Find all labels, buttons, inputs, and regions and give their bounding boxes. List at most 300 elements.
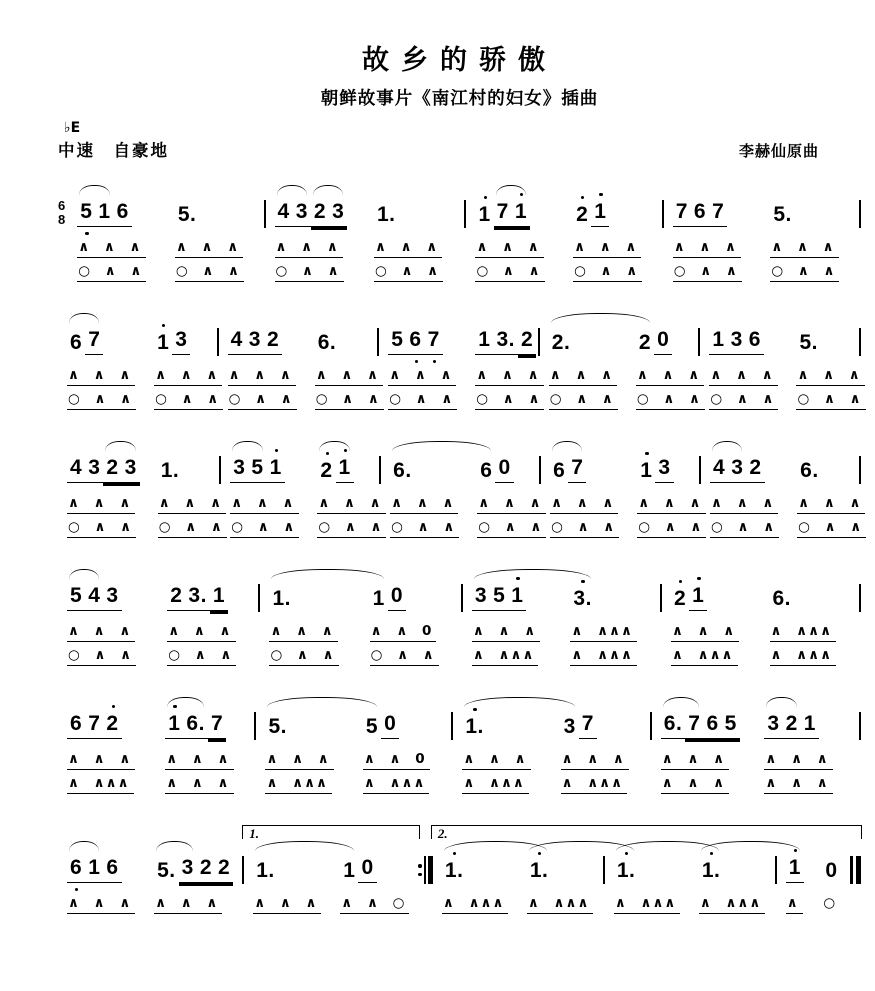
notes-row bbox=[340, 853, 376, 883]
time-sig-numerator: 6 bbox=[58, 198, 66, 213]
note: 1 bbox=[508, 584, 526, 611]
accompaniment-row-2 bbox=[67, 518, 136, 536]
notes-row bbox=[673, 197, 728, 227]
beat-group bbox=[379, 325, 466, 408]
accompaniment-row-1 bbox=[154, 894, 222, 912]
note: 2 bbox=[518, 328, 536, 355]
note: 3 bbox=[563, 715, 576, 738]
accompaniment-pattern: ∧ ∧∧∧ bbox=[770, 648, 837, 666]
notes-row bbox=[265, 709, 290, 739]
accompaniment-pattern: ○ ∧ ∧ bbox=[317, 520, 386, 538]
page-subtitle: 朝鲜故事片《南江村的妇女》插曲 bbox=[320, 88, 599, 108]
accompaniment-pattern: ○ ∧ ∧ bbox=[269, 648, 338, 666]
notes-row bbox=[770, 197, 795, 227]
thick-bar bbox=[856, 856, 861, 884]
beat-group bbox=[433, 853, 518, 912]
barline bbox=[859, 584, 861, 612]
note: 7 bbox=[208, 712, 226, 739]
beat-group bbox=[761, 581, 860, 664]
slur-tie-arc bbox=[232, 441, 262, 451]
note: 1 bbox=[343, 859, 356, 882]
beat-group bbox=[541, 453, 628, 536]
accompaniment-row-1 bbox=[709, 366, 777, 384]
beat-group bbox=[58, 453, 149, 536]
accompaniment-pattern: ∧ ∧ ∧ bbox=[636, 368, 704, 386]
beat-group bbox=[260, 581, 360, 664]
accompaniment-row-2 bbox=[363, 774, 430, 792]
accompaniment-pattern: ∧ ∧ ∧ bbox=[709, 368, 777, 386]
notes-row bbox=[671, 581, 707, 611]
accompaniment-row-2 bbox=[275, 262, 344, 280]
accompaniment-pattern: ∧ ∧ ∧ bbox=[317, 496, 385, 514]
note: 1. bbox=[614, 859, 639, 883]
note: 2 bbox=[638, 331, 652, 354]
note: 7 bbox=[709, 200, 727, 227]
beat-group bbox=[552, 709, 650, 792]
note: 7 bbox=[673, 200, 691, 227]
beat-group bbox=[145, 853, 242, 912]
accompaniment-row-1 bbox=[573, 238, 641, 256]
beat-group bbox=[58, 853, 145, 912]
note: 1. bbox=[442, 859, 467, 883]
measure bbox=[664, 197, 859, 280]
notes-row bbox=[475, 197, 530, 227]
accompaniment-row-2 bbox=[370, 646, 439, 664]
accompaniment-pattern: ∧ ∧ ○ bbox=[340, 896, 409, 914]
accompaniment-row-2 bbox=[637, 518, 706, 536]
note: 2 bbox=[311, 200, 329, 227]
notes-row bbox=[472, 581, 527, 611]
notes-row bbox=[661, 709, 740, 739]
note: 3. bbox=[493, 328, 518, 355]
note: 0 bbox=[381, 712, 399, 739]
accompaniment-row-1 bbox=[340, 894, 409, 912]
note: 2. bbox=[551, 331, 571, 354]
accompaniment-pattern: ∧ ∧∧∧ bbox=[614, 896, 681, 914]
note: 5 bbox=[77, 200, 95, 227]
accompaniment-pattern: ○ bbox=[823, 895, 837, 911]
accompaniment-row-2 bbox=[230, 518, 299, 536]
accompaniment-pattern: ∧ ∧ ∧ bbox=[269, 624, 337, 642]
slur-tie-arc bbox=[69, 569, 99, 579]
accompaniment-pattern: ∧ ∧ ∧ bbox=[315, 368, 383, 386]
notes-row bbox=[550, 453, 586, 483]
accompaniment-pattern: ○ ∧ ∧ bbox=[550, 520, 619, 538]
notes-row bbox=[570, 581, 595, 611]
measure bbox=[541, 453, 703, 536]
slur-tie-arc bbox=[766, 697, 796, 707]
accompaniment-row-1 bbox=[253, 894, 321, 912]
measure bbox=[58, 709, 254, 792]
accompaniment-pattern: ∧ ∧ ∧ bbox=[175, 240, 243, 258]
note: 1 bbox=[336, 456, 354, 483]
measure bbox=[221, 453, 383, 536]
note: 7 bbox=[568, 456, 586, 483]
accompaniment-row-1 bbox=[770, 622, 837, 640]
accompaniment-row-2 bbox=[661, 774, 729, 792]
notes-row bbox=[154, 853, 233, 883]
accompaniment-row-1 bbox=[167, 622, 235, 640]
accompaniment-pattern: ∧ ∧∧∧ bbox=[570, 624, 637, 642]
accompaniment-pattern: ∧ ∧∧∧ bbox=[472, 648, 539, 666]
note: 3 bbox=[103, 584, 121, 611]
note: 1. bbox=[160, 459, 180, 482]
notes-row bbox=[67, 581, 122, 611]
beat-group bbox=[68, 197, 166, 280]
beat-group bbox=[219, 325, 306, 408]
key-signature: ♭E bbox=[64, 120, 81, 136]
note: 1 bbox=[637, 459, 655, 483]
note: 0 bbox=[654, 328, 672, 355]
accompaniment-pattern: ∧ ∧ ∧ bbox=[154, 896, 222, 914]
accompaniment-pattern: ∧ ∧∧∧ bbox=[699, 896, 766, 914]
slur-tie-arc bbox=[167, 697, 204, 707]
note: 1 bbox=[512, 200, 530, 227]
accompaniment-pattern: ∧ ∧ ∧ bbox=[637, 496, 705, 514]
beat-group bbox=[58, 325, 145, 408]
note: 0 bbox=[825, 859, 838, 882]
measure bbox=[381, 453, 543, 536]
accompaniment-pattern: ∧ ∧∧∧ bbox=[671, 648, 738, 666]
accompaniment-pattern: ○ ∧ ∧ bbox=[67, 648, 136, 666]
note: 1 bbox=[210, 584, 228, 611]
barline bbox=[859, 200, 861, 228]
note: 6 bbox=[114, 200, 132, 227]
note: 1 bbox=[475, 203, 493, 227]
accompaniment-pattern: ∧ ∧ ∧ bbox=[167, 624, 235, 642]
notes-row bbox=[764, 709, 819, 739]
measure bbox=[260, 581, 460, 664]
beat-group bbox=[813, 853, 850, 912]
beat-group bbox=[381, 453, 468, 536]
accompaniment-row-1 bbox=[561, 750, 629, 768]
accompaniment-row-1 bbox=[67, 750, 135, 768]
notes-row bbox=[462, 709, 487, 739]
notes-row bbox=[561, 709, 597, 739]
notes-row bbox=[573, 197, 609, 227]
note: 7 bbox=[85, 712, 103, 739]
note: 1 bbox=[267, 456, 285, 483]
composer-credit: 李赫仙原曲 bbox=[738, 143, 819, 160]
accompaniment-row-1 bbox=[549, 366, 617, 384]
notes-row bbox=[253, 853, 278, 883]
score-meta bbox=[58, 120, 861, 161]
accompaniment-row-2 bbox=[165, 774, 233, 792]
note: 1. bbox=[272, 587, 291, 610]
note: 2 bbox=[264, 328, 282, 355]
tempo-marking: 中速 自豪地 bbox=[58, 142, 169, 160]
barline bbox=[859, 712, 861, 740]
time-sig-denominator: 8 bbox=[58, 211, 66, 227]
accompaniment-pattern: ∧ ∧ ∧ bbox=[472, 624, 540, 642]
accompaniment-pattern: ∧ ∧ 0 bbox=[363, 752, 430, 770]
accompaniment-pattern: ∧ ∧ ∧ bbox=[770, 240, 838, 258]
accompaniment-row-1 bbox=[67, 366, 135, 384]
note: 1 bbox=[154, 331, 172, 355]
accompaniment-row-1 bbox=[786, 894, 803, 912]
note: 7 bbox=[494, 200, 512, 227]
notes-row bbox=[67, 453, 140, 483]
beat-group bbox=[365, 197, 464, 280]
notes-row bbox=[67, 709, 122, 739]
note: 6 bbox=[70, 331, 83, 354]
note: 4 bbox=[710, 456, 728, 483]
note: 6. bbox=[661, 712, 686, 739]
beat-group bbox=[561, 581, 660, 664]
notes-row bbox=[67, 853, 122, 883]
accompaniment-pattern: ∧ ∧ ∧ bbox=[67, 752, 135, 770]
accompaniment-pattern: ∧ ∧∧∧ bbox=[265, 776, 332, 794]
notes-row bbox=[822, 853, 840, 883]
note: 6 bbox=[67, 856, 85, 883]
accompaniment-pattern: ∧ ∧ ∧ bbox=[67, 496, 135, 514]
slur-tie-arc bbox=[552, 441, 582, 451]
beat-group bbox=[664, 197, 762, 280]
accompaniment-pattern: ∧ ∧∧∧ bbox=[442, 896, 509, 914]
accompaniment-row-2 bbox=[388, 390, 457, 408]
accompaniment-pattern: ○ ∧ ∧ bbox=[388, 392, 457, 410]
accompaniment-row-1 bbox=[770, 238, 838, 256]
accompaniment-row-2 bbox=[154, 390, 223, 408]
slur-tie-arc bbox=[277, 185, 307, 195]
beat-group bbox=[256, 709, 353, 792]
accompaniment-row-1 bbox=[269, 622, 337, 640]
accompaniment-pattern: ○ ∧ ∧ bbox=[374, 264, 443, 282]
beat-group bbox=[453, 709, 551, 792]
notes-row bbox=[796, 325, 821, 355]
beat-group bbox=[700, 325, 787, 408]
repeat-end-barline bbox=[418, 856, 433, 884]
accompaniment-row-2 bbox=[636, 390, 705, 408]
slur-tie-arc bbox=[712, 441, 742, 451]
accompaniment-row-1 bbox=[175, 238, 243, 256]
accompaniment-pattern: ○ ∧ ∧ bbox=[797, 520, 866, 538]
notes-row bbox=[710, 453, 765, 483]
beat-group bbox=[540, 325, 627, 408]
note: 2 bbox=[317, 459, 335, 483]
note: 0 bbox=[358, 856, 376, 883]
notes-row bbox=[475, 325, 536, 355]
score bbox=[58, 177, 861, 912]
barline bbox=[859, 456, 861, 484]
note: 3. bbox=[570, 587, 595, 611]
note: 3 bbox=[122, 456, 140, 483]
accompaniment-row-2 bbox=[472, 646, 539, 664]
notes-row bbox=[699, 853, 724, 883]
note: 4 bbox=[228, 328, 246, 355]
note: 3 bbox=[764, 712, 782, 739]
accompaniment-row-2 bbox=[561, 774, 628, 792]
note: 6 bbox=[480, 459, 493, 482]
repeat-dot bbox=[418, 864, 422, 868]
notes-row bbox=[390, 453, 415, 483]
note: 4 bbox=[67, 456, 85, 483]
accompaniment-pattern: ∧ ∧ ∧ bbox=[661, 776, 729, 794]
accompaniment-row-1 bbox=[317, 494, 385, 512]
notes-row bbox=[477, 453, 513, 483]
accompaniment-pattern: ○ ∧ ∧ bbox=[573, 264, 642, 282]
note: 2 bbox=[197, 856, 215, 883]
note: 6 bbox=[553, 459, 566, 482]
note: 3 bbox=[230, 456, 248, 483]
accompaniment-row-2 bbox=[573, 262, 642, 280]
slur-tie-arc bbox=[69, 841, 99, 851]
accompaniment-row-1 bbox=[67, 494, 135, 512]
accompaniment-pattern: ∧ ∧ ∧ bbox=[388, 368, 456, 386]
accompaniment-pattern: ∧ ∧ ∧ bbox=[158, 496, 226, 514]
note: 2 bbox=[746, 456, 764, 483]
accompaniment-row-1 bbox=[154, 366, 222, 384]
note: 6 bbox=[691, 200, 709, 227]
measure bbox=[701, 453, 863, 536]
beat-group bbox=[787, 325, 874, 408]
beat-group bbox=[755, 709, 859, 792]
note: 7 bbox=[579, 712, 597, 739]
accompaniment-row-2 bbox=[770, 646, 837, 664]
accompaniment-row-1 bbox=[230, 494, 298, 512]
beat-group bbox=[466, 197, 564, 280]
measure bbox=[58, 453, 223, 536]
notes-row bbox=[636, 325, 672, 355]
beat-group bbox=[518, 853, 603, 912]
measure bbox=[58, 581, 258, 664]
slur-tie-arc bbox=[663, 697, 700, 707]
slur-tie-arc bbox=[496, 185, 526, 195]
slur-tie-arc bbox=[392, 441, 491, 451]
accompaniment-pattern: ○ ∧ ∧ bbox=[770, 264, 839, 282]
note: 6 bbox=[703, 712, 721, 739]
note: 1 bbox=[95, 200, 113, 227]
accompaniment-pattern: ○ ∧ ∧ bbox=[709, 392, 778, 410]
accompaniment-pattern: ∧ ∧ 0 bbox=[370, 624, 437, 642]
accompaniment-row-1 bbox=[265, 750, 333, 768]
beat-group bbox=[564, 197, 662, 280]
accompaniment-row-1 bbox=[275, 238, 343, 256]
measure bbox=[219, 325, 378, 408]
accompaniment-row-2 bbox=[764, 774, 832, 792]
accompaniment-row-1 bbox=[797, 494, 865, 512]
thin-bar bbox=[424, 856, 426, 884]
accompaniment-pattern: ∧ ∧ ∧ bbox=[265, 752, 333, 770]
accompaniment-pattern: ∧ ∧ ∧ bbox=[462, 752, 530, 770]
note: 6. bbox=[393, 459, 412, 482]
accompaniment-row-2 bbox=[796, 390, 865, 408]
note: 2 bbox=[671, 587, 689, 611]
note: 6. bbox=[317, 331, 337, 354]
note: 3 bbox=[728, 456, 746, 483]
accompaniment-pattern: ○ ∧ ∧ bbox=[475, 264, 544, 282]
note: 5 bbox=[722, 712, 740, 739]
beat-group bbox=[58, 709, 156, 792]
note: 4 bbox=[85, 584, 103, 611]
accompaniment-pattern: ○ ∧ ∧ bbox=[230, 520, 299, 538]
slur-tie-arc bbox=[69, 313, 99, 323]
notes-row bbox=[228, 325, 283, 355]
note: 6. bbox=[800, 459, 819, 482]
accompaniment-pattern: ∧ ∧ ∧ bbox=[671, 624, 739, 642]
note: 3 bbox=[329, 200, 347, 227]
notes-row bbox=[363, 709, 399, 739]
note: 5. bbox=[157, 859, 176, 882]
notes-row bbox=[175, 197, 200, 227]
note: 5 bbox=[388, 328, 406, 355]
score-line bbox=[58, 561, 861, 664]
accompaniment-row-2 bbox=[673, 262, 742, 280]
accompaniment-pattern: ∧ ∧ ∧ bbox=[764, 776, 832, 794]
accompaniment-pattern: ○ ∧ ∧ bbox=[673, 264, 742, 282]
slur-tie-arc bbox=[464, 697, 574, 707]
note: 5. bbox=[773, 203, 792, 226]
accompaniment-pattern: ∧ ∧ ∧ bbox=[374, 240, 442, 258]
score-line bbox=[58, 305, 861, 408]
beat-group bbox=[777, 853, 814, 912]
beat-group bbox=[761, 197, 859, 280]
slur-tie-arc bbox=[156, 841, 193, 851]
accompaniment-row-1 bbox=[661, 750, 729, 768]
time-signature bbox=[58, 199, 65, 226]
volta-label: 2. bbox=[437, 826, 448, 841]
accompaniment-pattern: ○ ∧ ∧ bbox=[67, 392, 136, 410]
accompaniment-row-1 bbox=[671, 622, 739, 640]
notes-row bbox=[614, 853, 639, 883]
note: 6 bbox=[67, 712, 85, 739]
notes-row bbox=[370, 581, 406, 611]
note: 1 bbox=[689, 584, 707, 611]
note: 6 bbox=[103, 856, 121, 883]
note: 1. bbox=[699, 859, 724, 883]
measure bbox=[777, 853, 850, 912]
accompaniment-row-1 bbox=[570, 622, 637, 640]
accompaniment-row-2 bbox=[175, 262, 244, 280]
accompaniment-pattern: ○ ∧ ∧ bbox=[154, 392, 223, 410]
accompaniment-row-1 bbox=[165, 750, 233, 768]
slur-tie-arc bbox=[79, 185, 109, 195]
slur-tie-arc bbox=[255, 841, 354, 851]
measure bbox=[453, 709, 649, 792]
notes-row bbox=[374, 197, 399, 227]
accompaniment-pattern: ∧ ∧ ∧ bbox=[477, 496, 545, 514]
note: 1 bbox=[165, 712, 183, 739]
accompaniment-row-2 bbox=[570, 646, 637, 664]
note: 3 bbox=[246, 328, 264, 355]
accompaniment-row-2 bbox=[67, 774, 134, 792]
notes-row bbox=[317, 453, 353, 483]
note: 1. bbox=[527, 859, 552, 883]
accompaniment-pattern: ∧ ∧∧∧ bbox=[561, 776, 628, 794]
accompaniment-row-1 bbox=[363, 750, 430, 768]
accompaniment-row-2 bbox=[549, 390, 618, 408]
notes-row bbox=[269, 581, 294, 611]
volta-label: 1. bbox=[249, 826, 259, 841]
accompaniment-pattern: ∧ ∧ ∧ bbox=[475, 368, 543, 386]
notes-row bbox=[154, 325, 190, 355]
accompaniment-row-1 bbox=[67, 894, 135, 912]
beat-group bbox=[605, 853, 690, 912]
accompaniment-row-1 bbox=[370, 622, 437, 640]
notes-row bbox=[67, 325, 103, 355]
measure bbox=[652, 709, 859, 792]
accompaniment-pattern: ∧ ∧∧∧ bbox=[462, 776, 529, 794]
note: 1 bbox=[709, 328, 727, 355]
accompaniment-pattern: ○ ∧ ∧ bbox=[477, 520, 546, 538]
accompaniment-pattern: ∧ ∧∧∧ bbox=[770, 624, 837, 642]
notes-row bbox=[167, 581, 228, 611]
note: 1 bbox=[591, 200, 609, 227]
accompaniment-row-2 bbox=[709, 390, 778, 408]
accompaniment-row-2 bbox=[797, 518, 866, 536]
accompaniment-pattern: ○ ∧ ∧ bbox=[228, 392, 297, 410]
accompaniment-pattern: ∧ ∧ ∧ bbox=[550, 496, 618, 514]
